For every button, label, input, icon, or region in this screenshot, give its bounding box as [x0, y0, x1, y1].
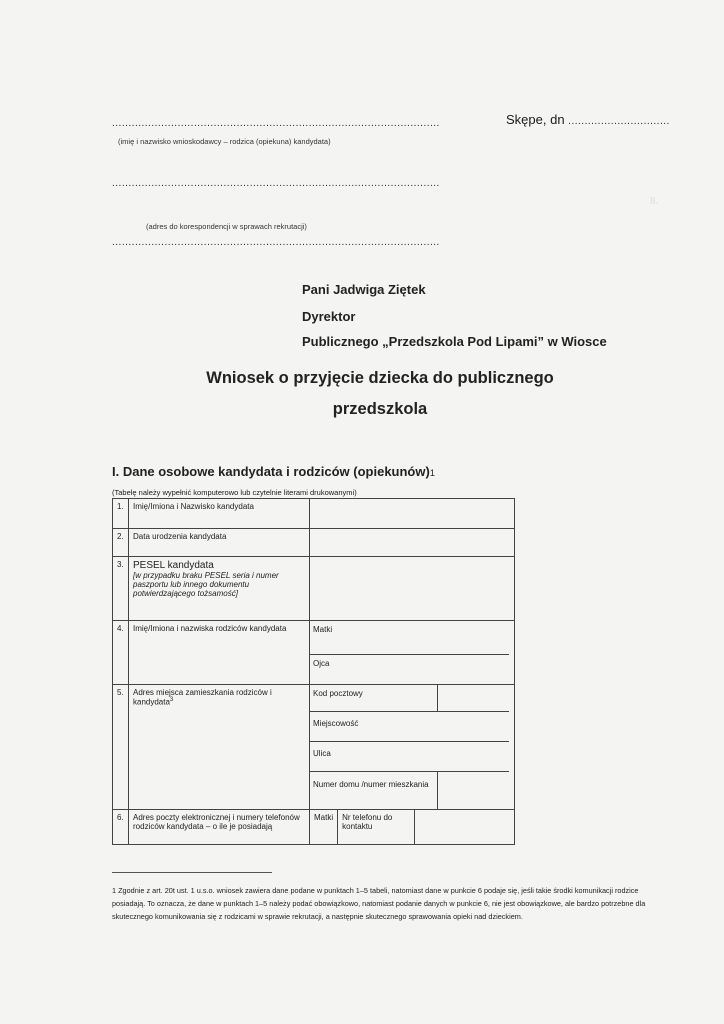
row-label: Data urodzenia kandydata: [129, 529, 310, 557]
place-date: [506, 112, 670, 127]
addressee-institution: Publicznego „Przedszkola Pod Lipami” w Wiosce: [302, 334, 607, 349]
footnote-ref-3: 3: [169, 697, 174, 703]
addressee-name: Pani Jadwiga Ziętek: [302, 282, 426, 297]
table-row: [113, 557, 515, 621]
postal-code-divider: [437, 685, 438, 711]
table-row: [113, 621, 515, 685]
row-number: 3.: [113, 557, 129, 621]
row-label: [129, 557, 310, 621]
addressee-position: Dyrektor: [302, 309, 356, 324]
footnote-ref-1: 1: [429, 468, 435, 478]
street-label: Ulica: [313, 749, 331, 758]
document-title-line-1: Wniosek o przyjęcie dziecka do publicznego: [206, 369, 554, 387]
place-date-label: Skępe, dn: [506, 112, 565, 127]
birth-date-field[interactable]: [310, 529, 515, 557]
table-row: [113, 499, 515, 529]
address-divider: [310, 741, 509, 742]
contact-phone-label: Nr telefonu do kontaktu: [338, 810, 415, 845]
row-number: 2.: [113, 529, 129, 557]
date-line: ...............................: [568, 116, 670, 127]
pesel-label: PESEL kandydata: [133, 560, 214, 571]
address-line-2: ....................................................................................................: [112, 237, 440, 248]
table-row: [113, 685, 515, 810]
footnote-separator: [112, 872, 272, 873]
city-label: Miejscowość: [313, 719, 359, 728]
candidate-data-table: [112, 498, 515, 845]
footnote-text: 1 Zgodnie z art. 20t ust. 1 u.s.o. wniosek zawiera dane podane w punktach 1–5 tabeli, natomiast dane w punkcie 6 podaje się, jeśli takie środki komunikacji rodzice posiadają. To oznacza, że dane w punktach 1–5 należy podać obowiązkowo, natomiast podanie danych w punkcie 6, nie jest obowiązkowe, ale bardzo potrzebne dla skutecznego komunikowania się z rodzicami w sprawie rekrutacji, a następnie skutecznego sprawowania opieki nad dzieckiem.: [112, 886, 646, 921]
parents-names-cell[interactable]: [310, 621, 515, 685]
address-divider: [310, 771, 509, 772]
section-heading-text: I. Dane osobowe kandydata i rodziców (opiekunów): [112, 464, 430, 479]
mother-label: Matki: [313, 625, 333, 634]
row-number: 1.: [113, 499, 129, 529]
table-row: [113, 810, 515, 845]
row-number: 5.: [113, 685, 129, 810]
postal-code-label: Kod pocztowy: [313, 689, 363, 698]
fill-instruction: (Tabelę należy wypełnić komputerowo lub czytelnie literami drukowanymi): [112, 488, 357, 497]
pesel-sublabel: [w przypadku braku PESEL seria i numer paszportu lub innego dokumentu potwierdzającego tożsamość]: [133, 571, 279, 598]
father-label: Ojca: [313, 659, 330, 668]
row-number: 4.: [113, 621, 129, 685]
contact-value-field[interactable]: [415, 810, 515, 845]
address-line-1: ....................................................................................................: [112, 178, 440, 189]
row-label: Imię/Imiona i nazwiska rodziców kandydata: [129, 621, 310, 685]
row-label: Imię/Imiona i Nazwisko kandydata: [129, 499, 310, 529]
house-number-label: Numer domu /numer mieszkania: [313, 780, 429, 789]
applicant-name-line: ....................................................................................................: [112, 118, 440, 129]
candidate-name-field[interactable]: [310, 499, 515, 529]
row-label: Adres poczty elektronicznej i numery telefonów rodziców kandydata – o ile je posiadają: [129, 810, 310, 845]
address-cell[interactable]: [310, 685, 515, 810]
document-title-line-2: przedszkola: [332, 400, 428, 418]
address-row-label: Adres miejsca zamieszkania rodziców i kandydata: [133, 688, 272, 707]
row-number: 6.: [113, 810, 129, 845]
address-caption: (adres do korespondencji w sprawach rekrutacji): [146, 222, 307, 231]
house-number-divider: [437, 771, 438, 810]
parents-divider: [310, 654, 509, 655]
contact-mother-label: Matki: [310, 810, 338, 845]
applicant-caption: (imię i nazwisko wnioskodawcy – rodzica (opiekuna) kandydata): [118, 137, 331, 146]
address-divider: [310, 711, 509, 712]
section-heading: [112, 464, 435, 479]
table-row: [113, 529, 515, 557]
row-label: [129, 685, 310, 810]
bleed-through: II.: [650, 196, 659, 207]
pesel-field[interactable]: [310, 557, 515, 621]
